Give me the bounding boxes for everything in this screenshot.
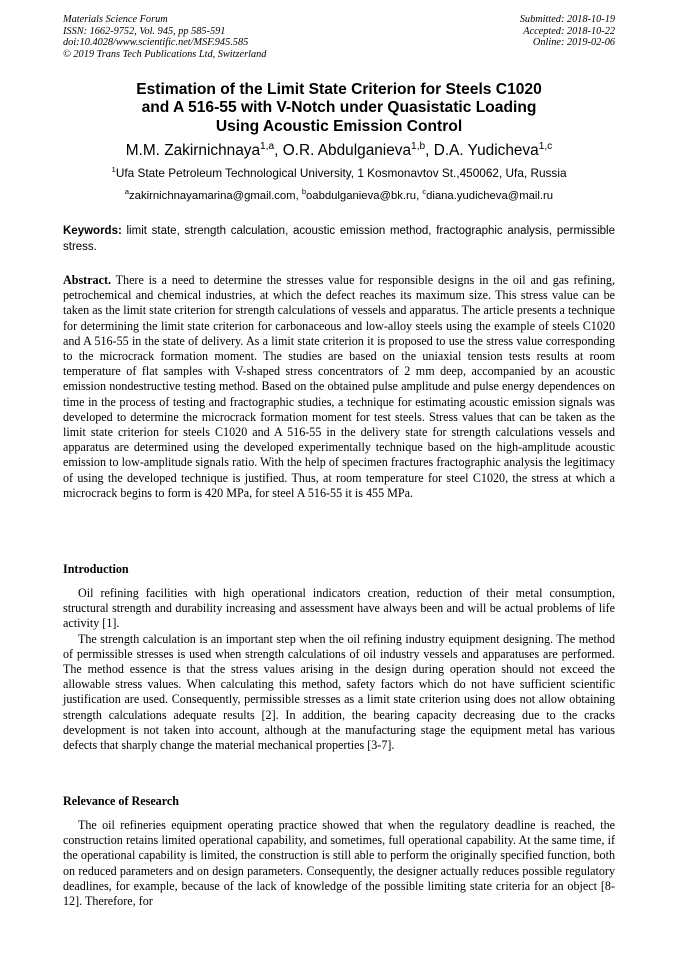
- author-separator: ,: [274, 142, 283, 159]
- abstract-text: There is a need to determine the stresses value for responsible designs in the oil and gas refining, petrochemical and chemical industries, at which the defect reaches its maximum size. This stress value can be taken as the limit state criterion for strength calculations of vessels and apparatus. The article presents a technique for determining the limit state criterion for carbonaceous and low-alloy steels using the example of steels C1020 and A 516-55 in the state of delivery. As a limit state criterion it is proposed to use the stress value corresponding to the microcrack formation moment. The studies are based on the uniaxial tension tests results at room temperature of flat samples with V-shaped stress concentrators of 2 mm deep, accompanied by an acoustic emission nondestructive testing method. Based on the obtained pulse amplitude and pulse energy dependences on time in the process of testing and fractographic studies, a technique for estimating acoustic emission signals was developed to determine the microcrack formation moment for test steels. Stress values that can be taken as the limit state criterion for steels C1020 and A 516-55 in the delivery state for strength calculations vessels and apparatus are determined using the developed experimentally technique based on the high-amplitude acoustic emission to low-amplitude signals ratio. With the help of specimen fractures fractographic analysis the legitimacy of using the developed technique is justified. Thus, at room temperature for steel C1020, the stress at which a microcrack begins to form is 420 MPa, for steel A 516-55 it is 455 MPa.: [63, 273, 615, 500]
- affiliation: [63, 166, 615, 181]
- section-heading: Relevance of Research: [63, 794, 179, 808]
- paragraph: The strength calculation is an important step when the oil refining industry equipment designing. The method of permissible stresses is used when strength calculations of oil industry vessels and apparatuses are performed. The method essence is that the stress values arising in the design during operation should not exceed the allowable stress values. When calculating this method, safety factors which do not have sufficient scientific justification are used. Consequently, permissible stresses as a limit state criterion using does not allow obtaining strength calculations adequate results [2]. In addition, the bearing capacity decreasing due to the cracks development is not taken into account, although at the manufacturing stage the equipment metal has various defects that sharply change the material mechanical properties [3-7].: [63, 631, 615, 753]
- email-b[interactable]: oabdulganieva@bk.ru,: [306, 190, 423, 202]
- abstract-label: Abstract.: [63, 273, 112, 287]
- journal-info: [63, 14, 266, 60]
- submission-dates: [520, 14, 615, 49]
- title-line-2: and A 516-55 with V-Notch under Quasistatic Loading: [141, 99, 537, 117]
- email-a-mark: a: [124, 187, 130, 197]
- journal-copyright: © 2019 Trans Tech Publications Ltd, Switzerland: [63, 48, 267, 60]
- author-emails: [63, 189, 615, 204]
- journal-issn: ISSN: 1662-9752, Vol. 945, pp 585-591: [63, 25, 226, 37]
- email-b-mark: b: [301, 187, 306, 197]
- abstract: [63, 273, 615, 501]
- accepted-date: Accepted: 2018-10-22: [523, 25, 615, 37]
- author-list: [63, 141, 615, 161]
- submitted-date: Submitted: 2018-10-19: [519, 14, 615, 25]
- affiliation-mark: 1: [111, 165, 116, 175]
- paragraph: Oil refining facilities with high operational indicators creation, reduction of their metal consumption, structural strength and durability increasing and assessment have always been and will be actual problems of life activity [1].: [63, 586, 615, 631]
- paper-title: [63, 81, 615, 136]
- relevance-section: [63, 794, 615, 909]
- author-3-affil: 1,c: [538, 140, 553, 152]
- author-2-affil: 1,b: [411, 140, 426, 152]
- journal-name: Materials Science Forum: [63, 14, 168, 25]
- email-c[interactable]: diana.yudicheva@mail.ru: [426, 190, 554, 202]
- email-a[interactable]: zakirnichnayamarina@gmail.com,: [129, 190, 302, 202]
- email-c-mark: c: [422, 187, 427, 197]
- author-separator: ,: [425, 142, 434, 159]
- affiliation-text: Ufa State Petroleum Technological University, 1 Kosmonavtov St.,450062, Ufa, Russia: [115, 166, 567, 180]
- author-1-affil: 1,a: [260, 140, 275, 152]
- title-line-1: Estimation of the Limit State Criterion for Steels C1020: [136, 81, 542, 98]
- introduction-section: [63, 562, 615, 753]
- keywords: [63, 224, 615, 255]
- author-3-name: D.A. Yudicheva: [433, 142, 539, 159]
- author-1-name: M.M. Zakirnichnaya: [125, 142, 261, 159]
- keywords-label: Keywords:: [63, 225, 122, 237]
- author-2-name: O.R. Abdulganieva: [282, 142, 412, 159]
- journal-doi: doi:10.4028/www.scientific.net/MSF.945.585: [63, 37, 249, 49]
- online-date: Online: 2019-02-06: [532, 37, 615, 49]
- title-line-3: Using Acoustic Emission Control: [215, 117, 463, 135]
- paragraph: The oil refineries equipment operating practice showed that when the regulatory deadline is reached, the construction retains limited operational capability, and sometimes, full operational capability. At the same time, if the operational capability is limited, the construction is still able to perform the originally specified function, both on reduced parameters and on design parameters. Consequently, the designer actually reduces possible regulatory deadlines, for example, because of the lack of knowledge of the possible limiting state criteria for an object [8-12]. Therefore, for: [63, 818, 615, 909]
- section-heading: Introduction: [63, 562, 129, 576]
- keywords-text: limit state, strength calculation, acoustic emission method, fractographic analysis, permissible stress.: [63, 225, 615, 253]
